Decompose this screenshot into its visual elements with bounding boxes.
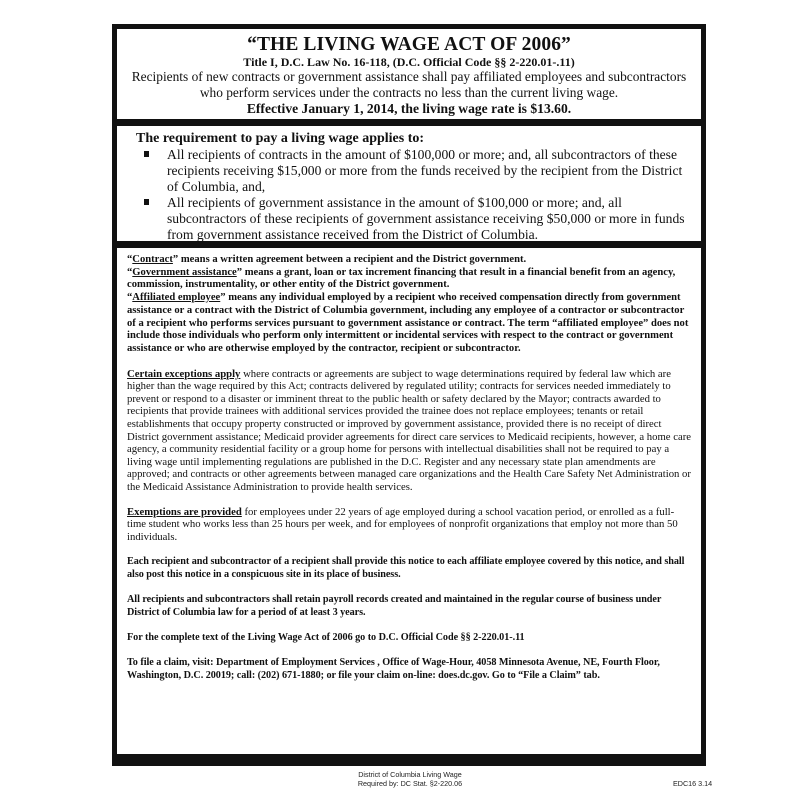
- footer-title: District of Columbia Living Wage: [358, 770, 462, 779]
- poster-title: “THE LIVING WAGE ACT OF 2006”: [247, 34, 571, 55]
- posting-requirement-notice: Each recipient and subcontractor of a recipient shall provide this notice to each affiliate employee covered by this notice, and shall also post this notice in a conspicuous site in its place of business.: [127, 556, 685, 581]
- full-text-reference: For the complete text of the Living Wage Act of 2006 go to D.C. Official Code §§ 2-220.01-.11: [127, 632, 525, 644]
- definition-term: Government assistance: [132, 266, 237, 278]
- definition-affiliated-employee: “Affiliated employee” means any individual employed by a recipient who received compensation directly from government assistance or a contract with the District of Columbia government, including any employee of a contractor or subcontractor of a recipient who performs services pursuant to government assistance or contract. The term “affiliated employee” does not include those individuals who perform only intermittent or incidental services with respect to the contract or government assistance or who are otherwise employed by the contractor, recipient or subcontractor.: [127, 292, 689, 354]
- footer-citation: [330, 770, 490, 788]
- definition-text: means a grant, loan or tax increment financing that result in a financial benefit from an agency, commission, instrumentality, or other entity of the District government.: [127, 266, 676, 291]
- law-citation: Title I, D.C. Law No. 16-118, (D.C. Official Code §§ 2-220.01-.11): [243, 55, 575, 69]
- square-bullet-icon: [144, 151, 149, 157]
- footer-statute: Required by: DC Stat. §2-220.06: [357, 779, 463, 788]
- definition-contract: “Contract” means a written agreement between a recipient and the District government.: [127, 254, 527, 265]
- applies-to-list: [142, 147, 690, 243]
- exceptions-lead: Certain exceptions apply: [127, 367, 241, 380]
- exemptions-text: for employees under 22 years of age employed during a school vacation period, or enrolled as a full-time student who works less than 25 hours per week, and for employees of nonprofit organizations that employ not more than 50 individuals.: [127, 505, 678, 543]
- definition-term: Affiliated employee: [132, 292, 221, 304]
- exemptions-lead: Exemptions are provided: [127, 505, 242, 518]
- list-item: [142, 147, 690, 195]
- list-item-text: All recipients of government assistance in the amount of $100,000 or more; and, all subcontractors of these recipients of government assistance receiving $50,000 or more in funds from government assistance received from the District of Columbia.: [167, 195, 685, 242]
- header-section: [116, 28, 702, 120]
- definition-term: Contract: [132, 254, 173, 265]
- summary-text: Recipients of new contracts or government assistance shall pay affiliated employees and subcontractors who perform services under the contracts no less than the current living wage.: [131, 69, 687, 100]
- list-item-text: All recipients of contracts in the amount of $100,000 or more; and, all subcontractors of these recipients receiving $15,000 or more from the funds received by the recipient from the District of Columbia, and,: [167, 147, 683, 194]
- definition-government-assistance: “Government assistance” means a grant, loan or tax increment financing that result in a financial benefit from an agency, commission, instrumentality, or other entity of the District government.: [127, 266, 676, 291]
- definition-text: means any individual employed by a recipient who received compensation directly from government assistance or a contract with the District of Columbia government, including any employee of a contractor or subcontractor of a recipient who performs services pursuant to government assistance or contract. The term “affiliated employee” does not include those individuals who perform only intermittent or incidental services with respect to the contract or government assistance or who are otherwise employed by the contractor, recipient or subcontractor.: [127, 292, 689, 354]
- definition-text: means a written agreement between a recipient and the District government.: [178, 254, 527, 265]
- exceptions-paragraph: [127, 368, 692, 494]
- square-bullet-icon: [144, 199, 149, 205]
- file-claim-instructions: To file a claim, visit: Department of Employment Services , Office of Wage-Hour, 4058 Minnesota Avenue, NE, Fourth Floor, Washington, D.C. 20019; call: (202) 671-1880; or file your claim on-line: does.dc.gov. Go to “File a Claim” tab.: [127, 657, 660, 682]
- record-retention-notice: All recipients and subcontractors shall retain payroll records created and maintained in the regular course of business under District of Columbia law for a period of at least 3 years.: [127, 594, 662, 619]
- list-item: [142, 195, 690, 243]
- form-code: EDC16 3.14: [673, 779, 713, 788]
- applies-to-section: [116, 125, 702, 242]
- exceptions-text: where contracts or agreements are subject to wage determinations required by federal law which are higher than the wage required by this Act; contracts delivered by regulated utility; contracts for services needed immediately to prevent or respond to a disaster or imminent threat to the public health or safety declared by the Mayor; contracts awarded to recipients that provide trainees with additional services provided the trainee does not replace employees; tenants or retail establishments that occupy property constructed or improved by government assistance, provided there is no receipt of direct District government assistance; Medicaid provider agreements for direct care services to Medicaid recipients, however, a home care agency, a community residential facility or a group home for persons with intellectual disabilities shall not be required to pay a living wage until implementing regulations are published in the D.C. Register and any necessary state plan amendments are approved; and contracts or other agreements between managed care organizations and the Health Care Safety Net Administration or the Medicaid Assistance Administration to provide health services.: [127, 367, 691, 493]
- applies-to-heading: The requirement to pay a living wage applies to:: [136, 131, 425, 146]
- exemptions-paragraph: [127, 506, 692, 544]
- wage-rate-statement: Effective January 1, 2014, the living wage rate is $13.60.: [246, 101, 572, 116]
- living-wage-poster: [112, 24, 706, 766]
- definitions-section: [116, 247, 702, 755]
